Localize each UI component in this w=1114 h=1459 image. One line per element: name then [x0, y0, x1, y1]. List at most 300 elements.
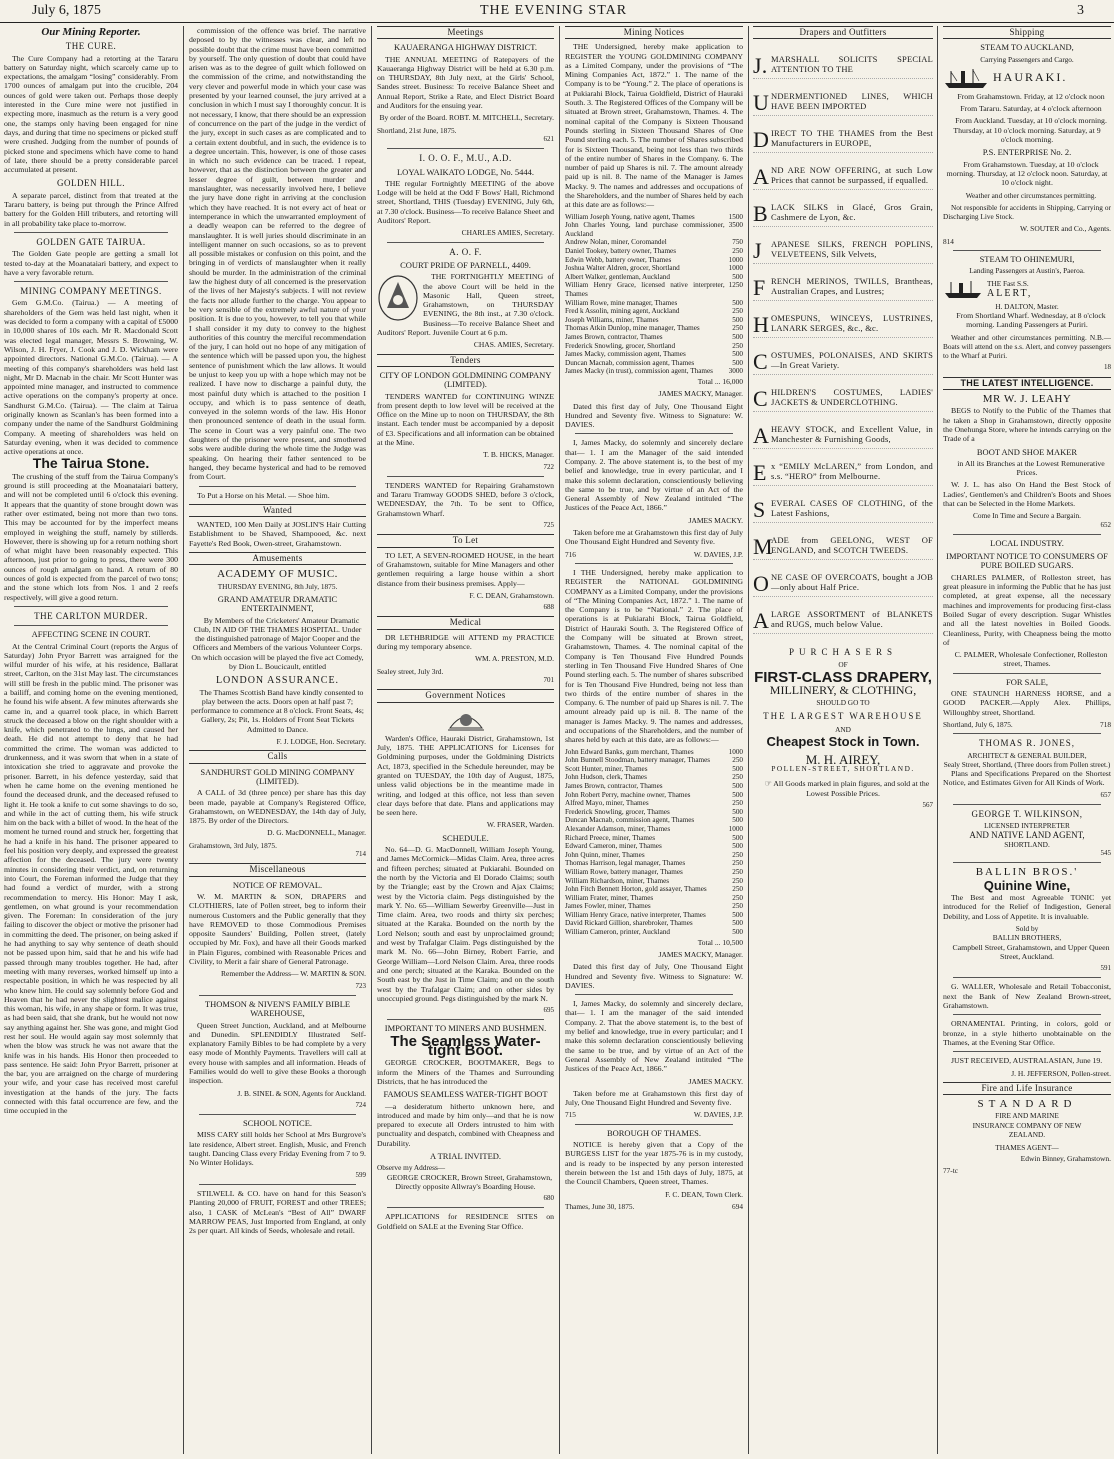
shareholder-shares: 500	[732, 315, 743, 324]
shareholder-name: Duncan Macnab, commission agent, Thames	[565, 358, 695, 367]
drapery-line	[753, 560, 933, 597]
drapery-line-text: NE CASE OF OVERCOATS, bought a JOB—only about Half Price.	[771, 572, 933, 593]
ad-date: Shortland, July 6, 1875.	[943, 719, 1013, 729]
schedule-text: No. 64—D. G. MacDonnell, William Joseph Young, and James McCormick—Midas Claim. Area, three acres and fifteen perches; situated at Pukiarahi. Bounded on the north by the Victoria and El Dorado Claims; south by the Triangle; east by the Crown and Ajax Claims; west by the Victoria claim. Pegs distinguished by the mark Y. No. 65—William Sewerby Greenville—Just in Time claim. Area, two roods and thirty six perches; situated at the Karaka. Bounded on the north by the Lord Nelson; south and east by unproclaimed ground; and west by Trafalgar Claim. Pegs distinguished by the mark M. No. 66—John Birney, Robert Farrie, and George William—Lord Nelson Claim. Area, three roods and one perch; situated at the Karaka. Bounded on the South east by the Just in Time Claim; and on the south west by the Trafalgar Claim; and on other sides by unoccupied ground. Pegs distinguished by the mark N.	[377, 845, 554, 1003]
ad-heading: IMPORTANT NOTICE TO CONSUMERS OF PURE BOILED SUGARS.	[946, 551, 1108, 571]
ad-heading: COURT PRIDE OF PARNELL, 4409.	[400, 259, 531, 270]
ad-text: THE regular Fortnightly MEETING of the above Lodge will be held at the Odd F Bows' Hall, Richmond street, Shortland, THIS (Tuesday) EVENING, July 6th, at 7.30 o'clock. Business—To receive Balance Sheet and Auditors' Report.	[377, 178, 554, 226]
divider	[953, 1014, 1101, 1015]
merchant-address: POLLEN-STREET, SHORTLAND.	[771, 763, 915, 773]
divider	[387, 1019, 544, 1020]
ship-name: HAURAKI.	[993, 70, 1068, 85]
shareholder-row	[565, 919, 743, 928]
ad-date: THURSDAY EVENING, 8th July, 1875.	[217, 581, 338, 591]
column-rule	[371, 26, 372, 1454]
column-rule	[183, 26, 184, 1454]
shareholder-row	[565, 902, 743, 911]
notice-signature: JAMES MACKY.	[688, 515, 743, 525]
ad-text: All Goods marked in plain figures, and sold at the Lowest Possible Prices.	[773, 779, 930, 798]
ad-signature: Remember the Address— W. MARTIN & SON.	[221, 969, 366, 979]
shareholder-name: John Fitch Bennett Horton, gold assayer, Thames	[565, 885, 707, 894]
ad-heading: SCHOOL NOTICE.	[242, 1118, 313, 1129]
ad-heading: FAMOUS SEAMLESS WATER-TIGHT BOOT	[383, 1089, 548, 1100]
drop-initial: O	[753, 571, 770, 597]
shareholder-name: Fred k Assolin, mining agent, Auckland	[565, 307, 680, 316]
ad-text: in All its Branches at the Lowest Remunerative Prices.	[957, 458, 1105, 478]
ad-signature: J. B. SINEL & SON, Agents for Auckland.	[237, 1088, 366, 1098]
column-heading: Our Mining Reporter.	[41, 26, 141, 38]
ad-text: G. WALLER, Wholesale and Retail Tobacconist, next the Bank of New Zealand Brown-street, Grahamstown.	[943, 982, 1111, 1011]
schedule-text: From Shortland Wharf. Wednesday, at 8 o'clock morning. Landing Passengers at Puriri.	[956, 310, 1106, 330]
ad-heading: KAUAERANGA HIGHWAY DISTRICT.	[393, 42, 537, 53]
shareholder-row	[565, 324, 743, 333]
ad-heading: A TRIAL INVITED.	[429, 1150, 502, 1161]
drop-initial: E	[753, 460, 767, 486]
ship-name: P.S. ENTERPRISE No. 2.	[982, 147, 1072, 158]
shareholder-row	[565, 773, 743, 782]
shareholder-name: Scott Hunter, miner, Thames	[565, 764, 648, 773]
shareholder-row	[565, 281, 743, 298]
ad-signature: CHARLES AMIES, Secretary.	[461, 228, 554, 238]
shareholder-row	[565, 264, 743, 273]
shareholder-shares: 250	[732, 341, 743, 350]
ad-heading: NOTICE OF REMOVAL.	[232, 879, 323, 890]
column-mining-reporter	[4, 26, 178, 1454]
divider	[387, 242, 544, 243]
notice-text: I THE Undersigned, hereby make application to REGISTER the NATIONAL GOLDMINING COMPANY as a Limited Company, under the provisions of “The Mining Companies Act, 1872.” 1. The name of the Company is to be “National.” 2. The place of operations is at Pukiarahi Block, Tairua Goldfield, District of Hauraki South. 3. The Registered Office of the Company will be situated at Brown street, Grahamstown, Thames. 4. The nominal capital of the Company is Ten Thousand Five Hundred Pounds sterling in Ten Thousand Five Hundred Shares of One Pound sterling each. 5. The number of shares subscribed for is Ten Thousand Five Hundred, being not less than two thirds of the entire number of shares in the Company. 6. The number of paid up Shares is nil. 7. The amount already paid up is nil. 8. The name of the manager is James Macky. 9. The names and addresses, and occupations of the Shareholders, and the number of shares held by each at this date, are as follows:—	[565, 567, 743, 745]
ad-text: TO LET, A SEVEN-ROOMED HOUSE, in the heart of Grahamstown, suitable for Mine Managers and other gentlemen requiring a large house within a short distance from their business premises. Apply—	[377, 550, 554, 588]
divider	[575, 994, 733, 995]
column-shipping	[943, 26, 1111, 1454]
divider	[953, 862, 1101, 863]
ad-text: TENDERS WANTED for Repairing Grahamstown and Tararu Tramway GOODS SHED, before 3 o'clock, WEDNESDAY, the 7th. To be sent to Office, Grahamstown Wharf.	[377, 480, 554, 518]
declaration-text: I, James Macky, do solemnly and sincerely declare, that— 1. I am the manager of the said intended Company. 2. That the above statement is, to the best of my belief and knowledge, true in every particular; and I make this solemn declaration conscientiously believing the same to be true, and by virtue of an Act of the General Assembly of New Zealand intituled “The Justices of the Peace Act, 1866.”	[565, 999, 743, 1074]
ad-text: MISS CARY still holds her School at Mrs Burgrove's late residence, Albert street. English, Music, and French taught. Dancing Class every Friday Evening from 7 to 9. No Winter Holidays.	[189, 1130, 366, 1168]
shareholder-shares: 250	[732, 773, 743, 782]
ad-number: 724	[355, 1100, 366, 1109]
shareholder-name: John Charles Young, land purchase commissioner, Auckland	[565, 221, 725, 238]
notice-text: Dated this first day of July, One Thousand Eight Hundred and Seventy five. Witness to Signature: W. DAVIES.	[565, 962, 743, 990]
shareholder-row	[565, 842, 743, 851]
notice-signature: F. C. DEAN, Town Clerk.	[665, 1189, 743, 1199]
shareholder-name: John Quinn, miner, Thames	[565, 850, 645, 859]
shareholder-shares: 500	[732, 807, 743, 816]
ad-headline: FIRST-CLASS DRAPERY,	[754, 668, 932, 686]
shareholder-row	[565, 834, 743, 843]
ad-headline: THE LARGEST WAREHOUSE	[763, 710, 923, 721]
drapery-line	[753, 412, 933, 449]
shareholder-shares: 500	[732, 928, 743, 937]
drop-initial: A	[753, 608, 770, 634]
ad-text: BEGS to Notify to the Public of the Thames that he taken a Shop in Grahamstown, directly opposite the Onehunga Store, where he intends carrying on the Trade of a	[943, 406, 1111, 444]
ship-ad	[943, 67, 1111, 89]
shareholder-name: Richard Preece, miner, Thames	[565, 833, 655, 842]
list-total: Total ... 16,000	[697, 376, 743, 386]
drapery-line-text: x “EMILY McLAREN,” from London, and s.s. “HERO” from Melbourne.	[771, 461, 933, 482]
schedule-text: From Grahamstown. Friday, at 12 o'clock noon	[957, 91, 1105, 101]
declaration-text: I, James Macky, do solemnly and sincerely declare that— 1. I am the Manager of the said intended Company. 2. The above statement is, to the best of my belief and knowledge, true in every particular, and I make this solemn declaration, conscientiously believing the same to be true, and by virtue of an Act of the General Assembly of New Zealand intituled “The Justices of the Peace Act, 1866.”	[565, 438, 743, 513]
ad-text: SHORTLAND.	[1004, 839, 1050, 849]
ad-text: Carrying Passengers and Cargo.	[980, 54, 1074, 64]
ad-number: 725	[543, 521, 554, 530]
section-medical: Medical	[377, 616, 554, 629]
section-meetings: Meetings	[377, 26, 554, 39]
ad-number: 714	[355, 850, 366, 859]
column-mining-notices	[565, 26, 743, 1454]
shareholder-shares: 500	[732, 833, 743, 842]
ad-signature: C. PALMER, Wholesale Confectioner, Rolleston street, Thames.	[954, 650, 1108, 669]
ad-number: 722	[543, 462, 554, 471]
ad-text: Sold by	[1015, 923, 1039, 933]
ad-heading: BOOT AND SHOE MAKER	[976, 446, 1078, 457]
shareholder-row	[565, 782, 743, 791]
notice-text: Taken before me at Grahamstown this first day of July, One Thousand Eight Hundred and Seventy five.	[565, 1088, 743, 1108]
ad-number: 545	[1100, 849, 1111, 858]
shareholder-shares: 250	[732, 247, 743, 256]
drop-initial: U	[753, 90, 770, 116]
divider	[387, 1207, 544, 1208]
drapery-line	[753, 190, 933, 227]
shareholder-name: Thomas Harrison, legal manager, Thames	[565, 859, 686, 868]
ad-footer	[943, 720, 1111, 729]
drapery-line-text: OMESPUNS, WINCEYS, LUSTRINES, LANARK SERGES, &c., &c.	[771, 313, 933, 334]
ad-text: FIRE AND MARINE	[995, 1111, 1059, 1121]
notice-footer	[565, 1202, 743, 1211]
ad-heading: STEAM TO OHINEMURI,	[979, 254, 1075, 265]
section-wanted: Wanted	[189, 504, 366, 517]
drapery-line	[753, 449, 933, 486]
ad-heading: IMPORTANT TO MINERS AND BUSHMEN.	[384, 1023, 547, 1034]
shareholder-shares: 500	[732, 842, 743, 851]
ship-name: ALERT,	[987, 287, 1033, 299]
ad-text: W. J. L. has also On Hand the Best Stock of Ladies', Gentlemen's and Children's Boots and Shoes that can be Selected in the Home Markets.	[943, 480, 1111, 508]
shareholder-name: Duncan Macnab, commission agent, Thames	[565, 816, 695, 825]
section-drapers-and-outfitters: Drapers and Outfitters	[753, 26, 933, 39]
shareholder-name: John Hudson, clerk, Thames	[565, 773, 647, 782]
ad-text: Queen Street Junction, Auckland, and at Melbourne and Dunedin. SPLENDIDLY Illustrated Self-explanatory Family Bibles to be had complete by a very easy mode of Monthly Payments. Travellers will call at every house with samples and all information. Heads of Families would do well to give these Books a thorough inspection.	[189, 1020, 366, 1086]
shareholder-row	[565, 799, 743, 808]
shareholder-row	[565, 748, 743, 757]
column-rule	[748, 26, 749, 1454]
ad-heading: FOR SALE,	[1005, 676, 1049, 687]
ad-heading: GEORGE T. WILKINSON,	[971, 809, 1083, 819]
shareholder-name: John Bunnell Stoodman, battery manager, Thames	[565, 756, 711, 765]
ad-text: THE FORTNIGHTLY MEETING of the above Court will be held in the Masonic Hall, Queen street, Grahamstown, on THURSDAY EVENING, the 8th inst., at 7.30 o'clock. Business—To receive Balance Sheet and Auditors' Report. Juvenile Court at 6 p.m.	[377, 272, 554, 338]
divider	[14, 606, 168, 607]
shareholder-shares: 1000	[728, 264, 743, 273]
notice-signature: W. FRASER, Warden.	[486, 820, 554, 830]
drapery-line	[753, 42, 933, 79]
crest-icon	[377, 706, 554, 734]
divider	[14, 625, 168, 626]
shareholder-name: Edward Cameron, miner, Thames	[565, 842, 662, 851]
ad-text: BALLIN BROTHERS,	[992, 933, 1062, 943]
shareholder-row	[565, 765, 743, 774]
ad-text: Landing Passengers at Austin's, Paeroa.	[969, 266, 1085, 276]
shareholder-row	[565, 859, 743, 868]
ad-number: 599	[355, 1170, 366, 1179]
ad-text: Weather and other circumstances permitting.	[965, 190, 1097, 200]
shareholder-row	[565, 316, 743, 325]
ad-text: Sealy Street, Shortland, (Three doors from Pollen street.)	[943, 759, 1111, 769]
shareholder-row	[565, 894, 743, 903]
drapery-line-text: ND ARE NOW OFFERING, at such Low Prices that cannot be surpassed, if equalled.	[771, 165, 933, 186]
shareholder-row	[565, 307, 743, 316]
ad-headline: Quinine Wine,	[983, 877, 1071, 893]
ad-date: Sealey street, July 3rd.	[377, 666, 444, 676]
ad-text	[753, 779, 933, 798]
divider	[575, 433, 733, 434]
shareholder-shares: 250	[732, 307, 743, 316]
shareholder-shares: 250	[732, 756, 743, 765]
ad-text: THE Fast S.S.	[987, 279, 1029, 289]
section-miscellaneous: Miscellaneous	[189, 863, 366, 876]
ad-text: AND NATIVE LAND AGENT,	[969, 829, 1085, 840]
divider	[199, 486, 356, 487]
steamship-icon	[943, 67, 989, 89]
ad-number: 718	[1100, 719, 1111, 729]
ad-text: DR LETHBRIDGE will ATTEND my PRACTICE during my temporary absence.	[377, 632, 554, 652]
shareholder-row	[565, 256, 743, 265]
shareholder-shares: 500	[732, 781, 743, 790]
paper-title: THE EVENING STAR	[480, 3, 628, 18]
drapery-line	[753, 79, 933, 116]
section-tenders: Tenders	[377, 354, 554, 367]
ad-text: OF	[838, 659, 848, 669]
article-heading: GOLDEN GATE TAIRUA.	[36, 236, 146, 247]
ad-number: 694	[732, 1201, 743, 1211]
article-heading: GOLDEN HILL.	[57, 178, 125, 189]
drop-initial: J	[753, 238, 762, 264]
divider	[387, 476, 544, 477]
shareholder-list	[565, 748, 743, 937]
shareholder-row	[565, 825, 743, 834]
ad-text: ZEALAND.	[1008, 1130, 1046, 1140]
ad-signature: T. B. HICKS, Manager.	[483, 450, 554, 460]
ship-master: H. DALTON, Master.	[995, 301, 1059, 311]
shareholder-shares: 500	[732, 272, 743, 281]
shareholder-name: William Richardson, miner, Thames	[565, 876, 670, 885]
ad-heading: BALLIN BROS.'	[975, 866, 1079, 879]
article-text: commission of the offence was brief. The narrative deposed to by the witnesses was clear, and left no possible doubt that the crime must have been committed by yourself. The only question of doubt that could have arisen was as to the degree of guilt which followed on the commission of the crime, and notwithstanding the very clever and powerful mode in which your case was presented by your learned counsel, the jury arrived at a conclusion in which I must say I thoroughly concur. It is not necessary, I know, that there should be an expression of concurrence on the part of the judge in the verdict of the jury, except in such cases as are complicated and to a certain extent doubtful, and in such, the evidence is to a degree uncertain. This, however, is one of those cases in which no such evidence can be traced. I repeat, however, that as the distinction between the greater and lesser degree of guilt, between murder and manslaughter, was necessarily involved here, I believe the jury have done right in arriving at the conclusion which they have reached. It is not every act of heat or intemperance in which the unwarranted employment of a deadly weapon can be referred to the degree of manslaughter. It is well juries should discriminate in an intelligent manner on such occasions, so as to prevent all possible mistakes or confusion on this point, and the bringing in of verdicts of manslaughter when it really should be murder. In the administration of the criminal law the highest duty of all concerned is the preservation of the lives of her Majesty's subjects. I will not review the facts nor allude further to the charge. You appear to be very sensible of the extremely awful nature of your position. It is due to you, however, to tell you that while I shall consider it my duty to convey to the highest authorities of this country the merciful recommendation of the jury, I can hold out no hope of any mitigation of the sentence which will be passed upon you, the highest sentence of punishment which the law allows. It would be unjust to keep you up with a hope which may not be realized. I have now to discharge a painful duty, the most painful duty which is attached to the position I occupy, and which is to pass sentence of death, conveyed in the solemn words of the law. His Honor then pronounced sentence of death in the usual form. The scene in Court was a very painful one. The two daughters of the prisoner were present, and smothered sobs were audible during the whole time the Judge was speaking. On hearing their father sentenced to be hanged, they became hysterical and had to be removed from Court.	[189, 26, 366, 482]
column-drapers	[753, 26, 933, 1454]
drop-initial: M	[753, 534, 773, 560]
ad-headline: MILLINERY, & CLOTHING,	[769, 683, 917, 698]
drapery-line	[753, 597, 933, 634]
ad-text: —a desideratum hitherto unknown here, and introduced and made by him only—and that he is now prepared to execute all Orders intrusted to him with punctuality and despatch, combined with Cheapness and Durability.	[377, 1101, 554, 1148]
drapery-line-text: EVERAL CASES OF CLOTHING, of the Latest Fashions,	[771, 498, 933, 519]
divider	[953, 804, 1101, 805]
shareholder-shares: 500	[732, 298, 743, 307]
drop-initial: C	[753, 349, 768, 375]
notice-signature: JAMES MACKY, Manager.	[658, 949, 743, 959]
shareholder-row	[565, 273, 743, 282]
ad-text: JUST RECEIVED, AUSTRALASIAN, June 19.	[951, 1056, 1103, 1066]
ad-number: 695	[543, 1006, 554, 1015]
filler-joke: To Put a Horse on his Metal. — Shoe him.	[197, 490, 330, 500]
ad-signature: F. C. DEAN, Grahamstown.	[469, 590, 554, 600]
shareholder-name: Joshua Walter Aldren, grocer, Shortland	[565, 264, 680, 273]
ad-text: INSURANCE COMPANY OF NEW	[972, 1120, 1082, 1130]
shareholder-shares: 500	[732, 910, 743, 919]
ad-date: Grahamstown, 3rd July, 1875.	[189, 840, 277, 850]
divider	[953, 673, 1101, 674]
shareholder-name: Andrew Nolan, miner, Coromandel	[565, 238, 667, 247]
ad-signature: GEORGE CROCKER, Brown Street, Grahamstown, Directly opposite Allwray's Boarding House.	[386, 1172, 553, 1191]
steamship-icon	[943, 279, 983, 299]
ad-signature: WM. A. PRESTON, M.D.	[474, 654, 554, 664]
notice-text: THE Undersigned, hereby make application to REGISTER the YOUNG GOLDMINING COMPANY as a Limited Company, under the provisions of “The Mining Companies Act, 1872.” 1. The name of the Company is to be “Young.” 2. The place of operations is at Pukiarahi Block, Tairua Goldfield, District of Hauraki South. 3. The Registered Offices of the Company will be situated at Brown street, Grahamstown, Thames. 4. The nominal capital of the Company is Sixteen Thousand Pounds sterling in Sixteen Thousand Shares of One Pound sterling each. 5. The number of Shares subscribed for is Sixteen Thousand, being not less than two thirds of the entire number of Shares in the Company. 6. The number of paid up Shares is nil. 7. The amount already paid up is nil. 8. The name of the Manager is James Macky. 9. The names and addresses and occupations of the Shareholders, and the number of Shares held by each at this date are as follows:—	[565, 42, 743, 210]
ad-text: GEORGE CROCKER, BOOTMAKER, Begs to inform the Miners of the Thames and Surrounding Districts, that he has introduced the	[377, 1058, 554, 1086]
drop-initial: S	[753, 497, 766, 523]
notice-text: Taken before me at Grahamstown this first day of July One Thousand Eight Hundred and Seventy five.	[565, 528, 743, 547]
ad-number: 715	[565, 1110, 576, 1120]
drop-initial: F	[753, 275, 766, 301]
drapery-line	[753, 227, 933, 264]
shareholder-name: David Rickard Gillion, sharebroker, Thames	[565, 919, 693, 928]
shareholder-row	[565, 238, 743, 247]
shareholder-name: Alfred Mayo, miner, Thames	[565, 799, 649, 808]
drop-initial: J.	[753, 53, 768, 79]
notice-footer	[565, 1110, 743, 1119]
shareholder-shares: 250	[732, 902, 743, 911]
page-number: 3	[1077, 3, 1084, 18]
section-to-let: To Let	[377, 534, 554, 547]
section-mining-notices: Mining Notices	[565, 26, 743, 39]
ship-ad	[943, 279, 1111, 299]
shareholder-name: William Joseph Young, native agent, Thames	[565, 212, 695, 221]
article-heading: THE CURE.	[65, 41, 117, 52]
drop-initial: C	[753, 386, 768, 412]
drapery-line-text: NDERMENTIONED LINES, WHICH HAVE BEEN IMPORTED	[771, 91, 933, 112]
ad-text: Campbell Street, Grahamstown, and Upper Queen Street, Auckland.	[952, 942, 1110, 961]
ad-number: 652	[1100, 520, 1111, 529]
article-text: The Cure Company had a retorting at the Tararu battery on Saturday night, which scarcely came up to expectations, the amalgam “losing” considerably. From 1700 ounces of amalgam put into the crucible, 204 ounces of gold were taken out. Perhaps those deeply interested in the Cure mine were not justified in expecting more, inasmuch as the return is a very good one, the stamps only having been engaged for nine days, and during that time no specimens or picked stuff were crushed. Judging from the number of pounds of picked stone and specimens which have come to hand of late, there should be a pretty considerable parcel accumulated at present.	[4, 53, 178, 175]
drapery-line-text: MARSHALL SOLICITS SPECIAL ATTENTION TO THE	[771, 54, 933, 75]
shareholder-shares: 250	[732, 850, 743, 859]
drop-initial: A	[753, 164, 770, 190]
shareholder-shares: 1000	[728, 824, 743, 833]
article-text: The crushing of the stuff from the Tairua Company's ground is still proceeding at the Moanataiari battery, and will not be completed until 6 o'clock this evening. It appears that the quantity of stone brought down was rather over estimated, being not more than two tons. This may be accounted for by the imperfect means employed in weighing the stuff, namely by stillerds. However, there is showing up for a return nothing short of what might have been reasonably expected. This afternoon, just prior to going to press, there were 300 ounces of rough amalgam on hand. A return of 80 ounces of gold is expected from the parcel of two tons; and the stone which lots from Nos. 1 and 2 reefs respectively, will give a good return.	[4, 471, 178, 602]
merchant-name: M. H. AIREY,	[805, 751, 881, 767]
notice-text: NOTICE is hereby given that a Copy of the BURGESS LIST for the year 1875-76 is in my custody, and is ready to be inspected by any person interested therein between the 1st and 15th days of July, 1875, at the Council Chambers, Queen street, Thames.	[565, 1140, 743, 1187]
ad-number: 621	[543, 134, 554, 143]
ad-heading: PURCHASERS	[788, 647, 898, 658]
shareholder-shares: 1500	[728, 212, 743, 221]
shareholder-shares: 500	[732, 764, 743, 773]
drapery-line-text: APANESE SILKS, FRENCH POPLINS, VELVETEENS, Silk Velvets,	[771, 239, 933, 260]
shareholder-row	[565, 213, 743, 222]
article-text: The Golden Gate people are getting a small lot tested to-day at the Moanataiari battery, and expect to have a very favorable return.	[4, 249, 178, 277]
ad-heading: LONDON ASSURANCE.	[215, 675, 340, 687]
drapery-line	[753, 375, 933, 412]
shareholder-shares: 500	[732, 358, 743, 367]
ad-number: 567	[922, 800, 933, 809]
shareholder-row	[565, 851, 743, 860]
ad-text: STILWELL & CO. have on hand for this Season's Planting 20,000 of FRUIT, FOREST and other TREES; also, 1 CASK of McLean's “Best of All” DWARF MARROW PEAS, Just Imported from England, at only 2s per quart. All kinds of Seeds, wholesale and retail.	[189, 1188, 366, 1236]
drapery-line-text: HEAVY STOCK, and Excellent Value, in Manchester & Furnishing Goods,	[771, 424, 933, 445]
drapery-line-text: HILDREN'S COSTUMES, LADIES' JACKETS & UNDERCLOTHING.	[771, 387, 933, 408]
shareholder-row	[565, 342, 743, 351]
ad-text: AND	[835, 725, 851, 735]
shareholder-name: William Frater, miner, Thames	[565, 893, 654, 902]
shareholder-shares: 500	[732, 790, 743, 799]
divider	[953, 250, 1101, 251]
shareholder-name: Alexander Adamson, miner, Thames	[565, 824, 671, 833]
notice-signature: W. DAVIES, J.P.	[693, 1110, 743, 1120]
ad-text: W. M. MARTIN & SON, DRAPERS and CLOTHIERS, late of Pollen street, beg to inform their numerous Customers and the Public generally that they have REMOVED to those Commodious Premises opposite Saunders' Building, Pollen street, (lately occupied by Mr. Fox), and have all their Goods marked in Plain Figures, combined with Reasonable Prices and Civility, to Merit a fair share of General Patronage.	[189, 891, 366, 967]
column-meetings	[377, 26, 554, 1454]
ad-number: 680	[543, 1194, 554, 1203]
ad-heading: SANDHURST GOLD MINING COMPANY (LIMITED).	[200, 766, 355, 786]
drapery-lines	[753, 42, 933, 634]
schedule-text: From Auckland. Tuesday, at 10 o'clock morning. Thursday, at 10 o'clock morning. Saturday, at 9 o'clock morning.	[953, 116, 1107, 145]
shareholder-shares: 250	[732, 859, 743, 868]
ad-text: The Thames Scottish Band have kindly consented to play between the acts. Doors open at half past 7; performance to commence at 8 o'clock. Front Seats, 4s; Gallery, 2s; Pit, 1s. Holders of Front Seat Tickets Admitted to Dance.	[191, 687, 364, 734]
ad-signature: D. G. MacDONNELL, Manager.	[267, 828, 366, 838]
drapery-line	[753, 301, 933, 338]
shareholder-row	[565, 359, 743, 368]
ad-heading: STANDARD	[977, 1098, 1077, 1111]
masthead	[0, 0, 1114, 23]
drapery-line-text: ADE from GEELONG, WEST OF ENGLAND, and SCOTCH TWEEDS.	[771, 535, 933, 556]
ad-heading: LOYAL WAIKATO LODGE, No. 5444.	[396, 166, 534, 177]
divider	[953, 534, 1101, 535]
divider	[199, 995, 356, 996]
ad-text: WANTED, 100 Men Daily at JOSLIN'S Hair Cutting Establishment to be Shaved, Shampooed, &c. next Fayette's Red Book, Owen-street, Grahamstown.	[189, 520, 366, 548]
shareholder-name: William Henry Grace, licensed native interpreter, Thames	[565, 281, 725, 298]
notice-heading: BOROUGH OF THAMES.	[606, 1127, 702, 1138]
shareholder-list	[565, 213, 743, 376]
ad-text: Observe my Address—	[377, 1163, 446, 1173]
ad-heading: GRAND AMATEUR DRAMATIC ENTERTAINMENT,	[217, 593, 338, 614]
ad-heading: LOCAL INDUSTRY.	[990, 537, 1064, 548]
shareholder-name: James Brown, contractor, Thames	[565, 332, 663, 341]
list-total: Total ... 10,500	[697, 937, 743, 947]
divider	[14, 281, 168, 282]
ad-date: Thames, June 30, 1875.	[565, 1201, 635, 1211]
ad-text: THE ANNUAL MEETING of Ratepayers of the Kauaeranga Highway District will be held at 6.30 p.m. on THURSDAY, 8th July next, at the Girls' School, Sandes street. Business: To receive Balance Sheet and Annual Report, Strike a Rate, and Elect District Board and Auditors for the ensuing year.	[377, 54, 554, 111]
notice-signature: W. DAVIES, J.P.	[693, 549, 743, 559]
ad-heading: I. O. O. F., M.U., A.D.	[419, 153, 512, 164]
shareholder-name: John Robert Perry, machine owner, Thames	[565, 790, 691, 799]
ad-heading: THOMSON & NIVEN'S FAMILY BIBLE WAREHOUSE,	[204, 998, 351, 1019]
shareholder-row	[565, 756, 743, 765]
ad-text: By Members of the Cricketers' Amateur Dramatic Club, IN AID OF THE THAMES HOSPITAL. Under the distinguished patronage of Major Cooper and the Officers and Members of the various Volunteer Corps. On which occasion will be played the five act Comedy, by Dion L. Boucicault, entitled	[191, 615, 364, 671]
drapery-line-text: OSTUMES, POLONAISES, AND SKIRTS—In Great Variety.	[771, 350, 933, 371]
ad-number: 716	[565, 549, 576, 559]
shareholder-shares: 250	[732, 867, 743, 876]
ad-number: 814	[943, 236, 954, 246]
ad-text: Plans and Specifications Prepared on the Shortest Notice, and Estimates Given for All Kinds of Work.	[943, 769, 1111, 788]
shareholder-name: Frederick Snowling, grocer, Shortland	[565, 341, 676, 350]
shareholder-shares: 500	[732, 332, 743, 341]
divider	[575, 563, 733, 564]
shareholder-row	[565, 333, 743, 342]
ad-number: 77-tc	[943, 1165, 958, 1175]
divider	[387, 148, 544, 149]
shareholder-name: James Brown, contractor, Thames	[565, 781, 663, 790]
ad-signature: By order of the Board. ROBT. M. MITCHELL, Secretary.	[379, 113, 554, 123]
section-latest-intelligence: THE LATEST INTELLIGENCE.	[943, 377, 1111, 390]
ad-signature: CHAS. AMIES, Secretary.	[473, 340, 554, 350]
ad-signature: W. SOUTER and Co., Agents.	[1020, 224, 1111, 234]
shareholder-row	[565, 816, 743, 825]
drapery-line-text: RENCH MERINOS, TWILLS, Brantheas, Australian Crapes, and Lustres;	[771, 276, 933, 297]
section-calls: Calls	[189, 750, 366, 763]
ad-number: 591	[1100, 964, 1111, 973]
shareholder-row	[565, 868, 743, 877]
